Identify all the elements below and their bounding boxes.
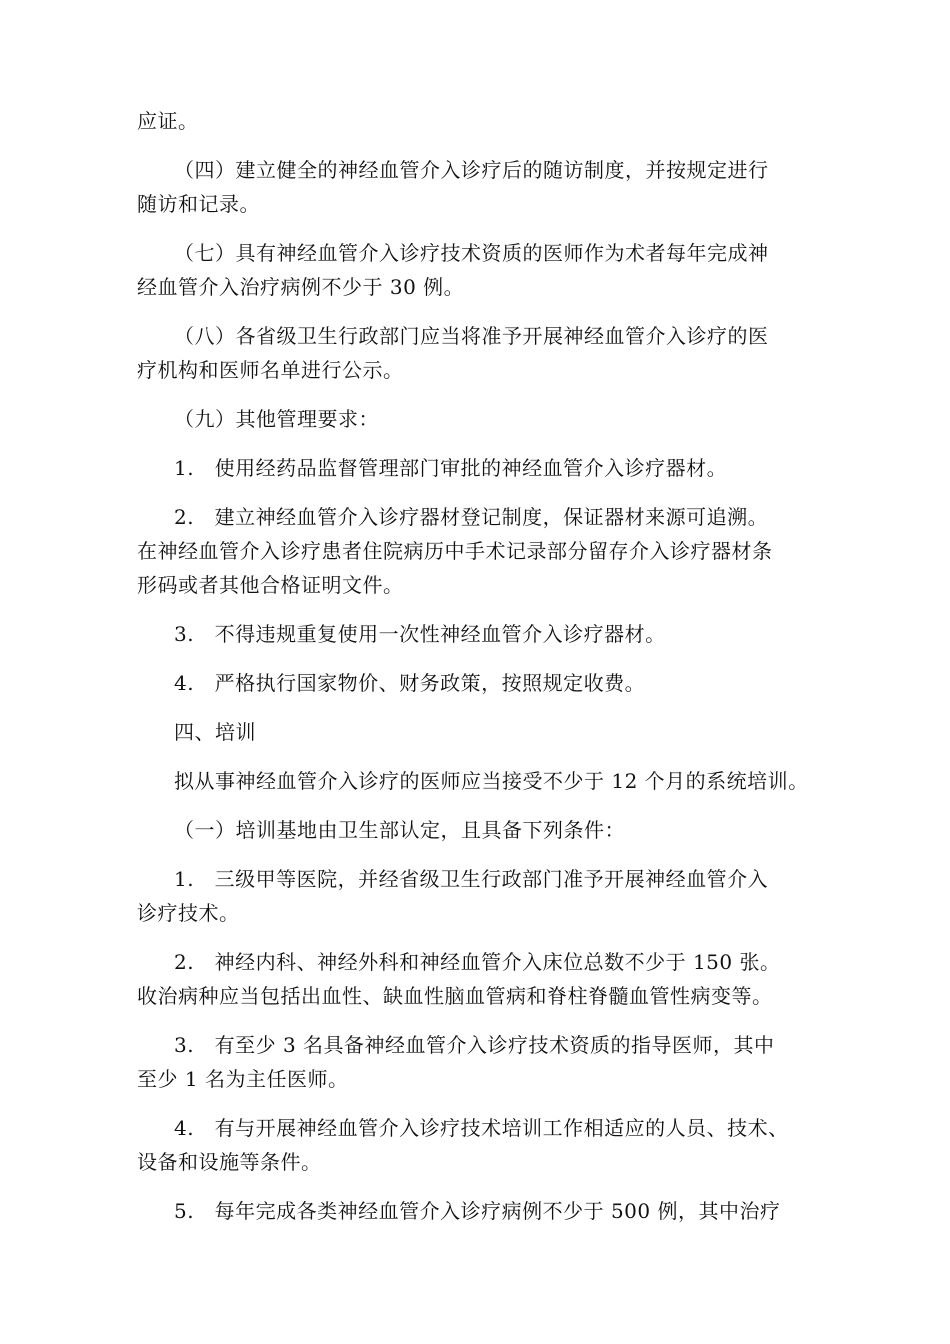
section-heading: 四、培训 bbox=[174, 720, 256, 744]
text-line: 设备和设施等条件。 bbox=[137, 1150, 322, 1174]
text-line: 2. 建立神经血管介入诊疗器材登记制度，保证器材来源可追溯。 bbox=[174, 505, 769, 529]
text-line: 诊疗技术。 bbox=[137, 901, 240, 925]
text-line: 2. 神经内科、神经外科和神经血管介入床位总数不少于 150 张。 bbox=[174, 950, 781, 974]
text-line: 1. 三级甲等医院，并经省级卫生行政部门准予开展神经血管介入 bbox=[174, 867, 769, 891]
text-line: （一）培训基地由卫生部认定，且具备下列条件： bbox=[174, 818, 625, 842]
text-line: 4. 严格执行国家物价、财务政策，按照规定收费。 bbox=[174, 671, 646, 695]
text-line: 1. 使用经药品监督管理部门审批的神经血管介入诊疗器材。 bbox=[174, 456, 728, 480]
text-line: （七）具有神经血管介入诊疗技术资质的医师作为术者每年完成神 bbox=[174, 241, 769, 265]
text-line: 疗机构和医师名单进行公示。 bbox=[137, 358, 404, 382]
text-line: 形码或者其他合格证明文件。 bbox=[137, 573, 404, 597]
text-line: 应证。 bbox=[137, 109, 199, 133]
text-line: 随访和记录。 bbox=[137, 192, 260, 216]
text-line: 拟从事神经血管介入诊疗的医师应当接受不少于 12 个月的系统培训。 bbox=[174, 769, 809, 793]
text-line: 3. 有至少 3 名具备神经血管介入诊疗技术资质的指导医师，其中 bbox=[174, 1033, 775, 1057]
text-line: 5. 每年完成各类神经血管介入诊疗病例不少于 500 例，其中治疗 bbox=[174, 1199, 781, 1223]
text-line: （九）其他管理要求： bbox=[174, 407, 379, 431]
text-line: （八）各省级卫生行政部门应当将准予开展神经血管介入诊疗的医 bbox=[174, 324, 769, 348]
text-line: 在神经血管介入诊疗患者住院病历中手术记录部分留存介入诊疗器材条 bbox=[137, 539, 773, 563]
text-line: 4. 有与开展神经血管介入诊疗技术培训工作相适应的人员、技术、 bbox=[174, 1116, 789, 1140]
text-line: 至少 1 名为主任医师。 bbox=[137, 1067, 349, 1091]
text-line: 经血管介入治疗病例不少于 30 例。 bbox=[137, 275, 465, 299]
text-line: 收治病种应当包括出血性、缺血性脑血管病和脊柱脊髓血管性病变等。 bbox=[137, 984, 773, 1008]
text-line: 3. 不得违规重复使用一次性神经血管介入诊疗器材。 bbox=[174, 622, 666, 646]
text-line: （四）建立健全的神经血管介入诊疗后的随访制度，并按规定进行 bbox=[174, 158, 769, 182]
